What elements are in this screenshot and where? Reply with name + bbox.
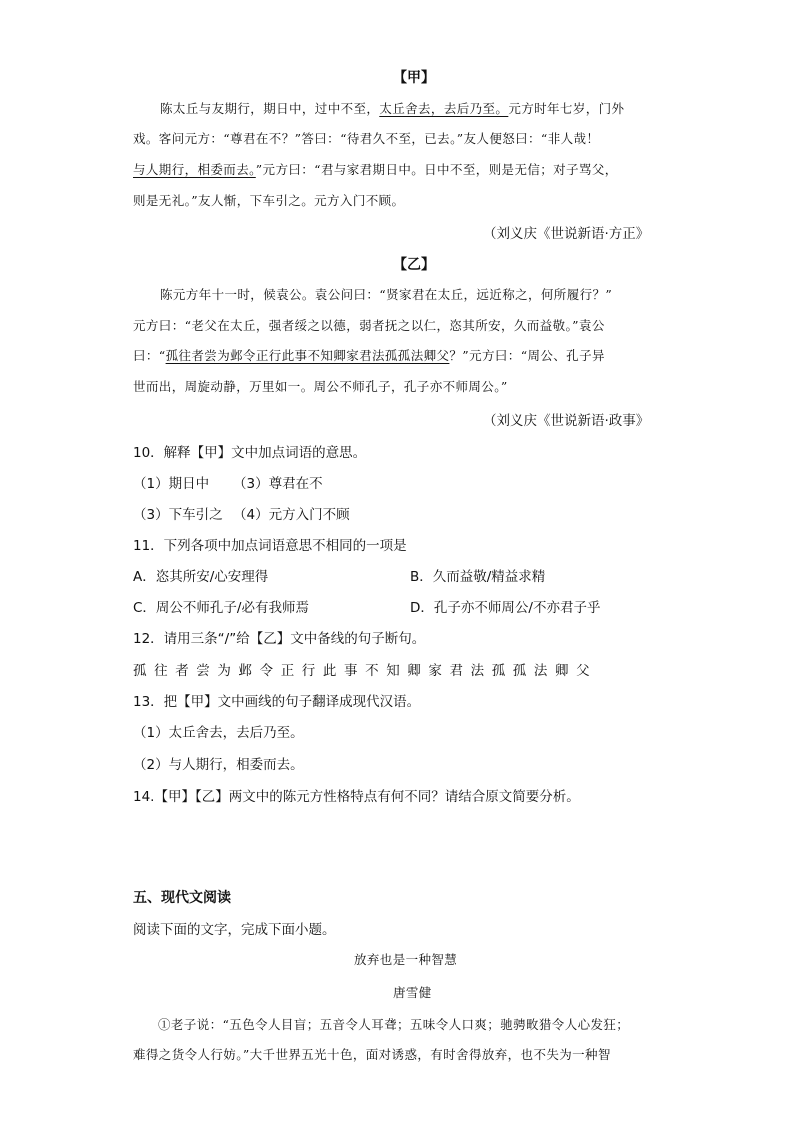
question-13-item-1: （1）太丘舍去，去后乃至。 [133,725,304,741]
yi-line-2: 元方曰：“老父在太丘，强者绥之以德，弱者抚之以仁，恣其所安，久而益敬。”袁公 [133,318,605,333]
question-10-item-2: （3）尊君在不 [233,476,323,492]
article-paragraph-1-line-2: 难得之货令人行妨。”大千世界五光十色，面对诱惑，有时舍得放弃，也不失为一种智 [133,1047,611,1062]
question-11-option-d: D．孔子亦不师周公/不亦君子乎 [410,600,601,616]
question-14: 14.【甲】【乙】两文中的陈元方性格特点有何不同？请结合原文简要分析。 [133,789,580,805]
yi-line-4: 世而出，周旋动静，万里如一。周公不师孔子，孔子亦不师周公。” [133,379,508,394]
question-11-option-c: C．周公不师孔子/必有我师焉 [133,600,309,616]
yi-line-1: 陈元方年十一时，候袁公。袁公问曰：“贤家君在太丘，远近称之，何所履行？” [160,287,613,302]
yi-underlined-sentence: 孤往者尝为邺令正行此事不知卿家君法孤孤法卿父 [165,348,450,363]
question-12-sentence: 孤往者尝为邺令正行此事不知卿家君法孤孤法卿父 [133,663,598,679]
jia-line-2: 戏。客问元方：“尊君在不？”答曰：“待君久不至，已去。”友人便怒曰：“非人哉！ [133,131,600,146]
jia-line-3: 与人期行，相委而去。”元方曰：“君与家君期日中。日中不至，则是无信；对子骂父， [133,162,618,177]
yi-line-3: 曰：“孤往者尝为邺令正行此事不知卿家君法孤孤法卿父？”元方曰：“周公、孔子异 [133,348,605,363]
article-author: 唐雪健 [393,985,432,1000]
question-10-item-3: （3）下车引之 [133,507,223,523]
jia-line-1: 陈太丘与友期行，期日中，过中不至，太丘舍去，去后乃至。元方时年七岁，门外 [160,101,625,116]
section-5-intro: 阅读下面的文字，完成下面小题。 [133,922,336,938]
jia-line-4: 则是无礼。”友人惭，下车引之。元方入门不顾。 [133,193,405,208]
question-13: 13．把【甲】文中画线的句子翻译成现代汉语。 [133,694,421,710]
article-paragraph-1-line-1: ①老子说：“五色令人目盲；五音令人耳聋；五味令人口爽；驰骋畋猎令人心发狂； [158,1017,630,1032]
jia-underlined-sentence-1: 太丘舍去，去后乃至。 [379,101,509,116]
jia-underlined-sentence-2: 与人期行，相委而去。 [133,162,256,177]
yi-source: （刘义庆《世说新语·政事》 [483,413,650,429]
yi-heading: 【乙】 [393,257,435,273]
question-11-option-a: A．恣其所安/心安理得 [133,569,269,585]
question-10-item-1: （1）期日中 [133,476,210,492]
question-10: 10．解释【甲】文中加点词语的意思。 [133,445,367,461]
question-11-option-b: B．久而益敬/精益求精 [410,569,546,585]
article-title: 放弃也是一种智慧 [354,952,458,967]
question-13-item-2: （2）与人期行，相委而去。 [133,757,304,773]
question-10-item-4: （4）元方入门不顾 [233,507,350,523]
jia-heading: 【甲】 [393,70,435,86]
question-11: 11．下列各项中加点词语意思不相同的一项是 [133,538,407,554]
jia-source: （刘义庆《世说新语·方正》 [483,226,650,242]
question-12: 12．请用三条“/”给【乙】文中备线的句子断句。 [133,631,426,647]
section-5-heading: 五、现代文阅读 [133,890,231,906]
